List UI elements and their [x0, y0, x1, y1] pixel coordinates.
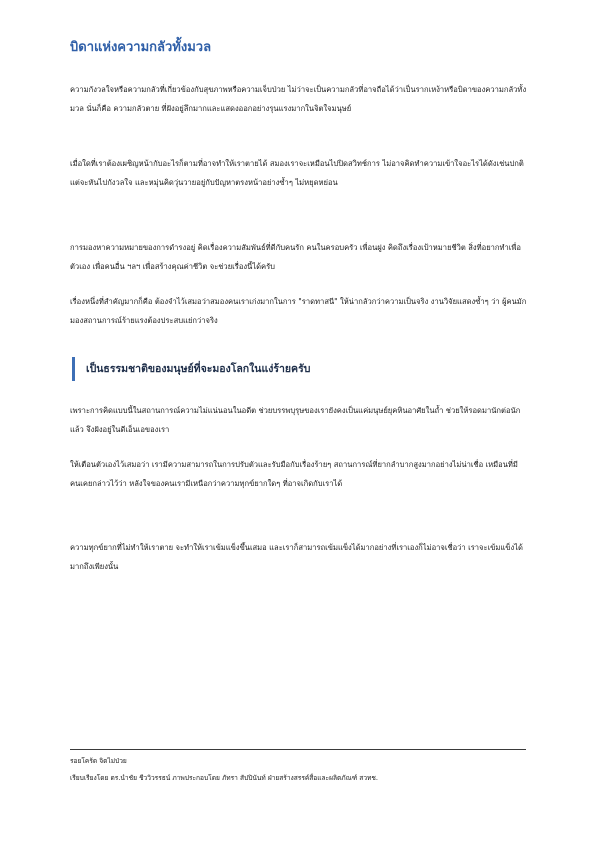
section-heading: [70, 355, 528, 383]
paragraph: ให้เตือนตัวเองไว้เสมอว่า เรามีความสามารถในการปรับตัวและรับมือกับเรื่องร้ายๆ สถานการณ์ที่ยากลำบากสูงมากอย่างไม่น่าเชื่อ เหมือนที่มีคนเคยกล่าวไว้ว่า หลังใจของคนเรามีเหนือกว่าความทุกข์ยากใดๆ ที่อาจเกิดกับเราได้: [70, 460, 518, 488]
paragraph: เมื่อใดที่เราต้องเผชิญหน้ากับอะไรก็ตามที่อาจทำให้เราตายได้ สมองเราจะเหมือนไปปิดสวิทช์การ ไม่อาจคิดทำความเข้าใจอะไรได้ดังเช่นปกติ แต่จะหันไปกังวลใจ และหมุ่นคิดวุ่นวายอยู่กับปัญหาตรงหน้าอย่างซ้ำๆ ไม่หยุดหย่อน: [70, 159, 524, 187]
page-title: บิดาแห่งความกลัวทั้งมวล: [70, 40, 212, 55]
footer-source: รอยโคร้ด จิตไม่ป่วย: [70, 757, 127, 765]
section-accent-bar: [72, 357, 75, 381]
paragraph: การมองหาความหมายของการดำรงอยู่ คิดเรื่องความสัมพันธ์ที่ดีกับคนรัก คนในครอบครัว เพื่อนฝูง คิดถึงเรื่องเป้าหมายชีวิต สิ่งที่อยากทำเพื่อตัวเอง เพื่อคนอื่น ฯลฯ เพื่อสร้างคุณค่าชีวิต จะช่วยเรื่องนี้ได้ครับ: [70, 243, 521, 271]
paragraph: ความทุกข์ยากที่ไม่ทำให้เราตาย จะทำให้เราเข้มแข็งขึ้นเสมอ และเราก็สามารถเข้มแข็งได้มากอย่างที่เราเองก็ไม่อาจเชื่อว่า เราจะเข้มแข็งได้มากถึงเพียงนั้น: [70, 543, 523, 571]
paragraph: ความกังวลใจหรือความกลัวที่เกี่ยวข้องกับสุขภาพหรือความเจ็บป่วย ไม่ว่าจะเป็นความกลัวที่อาจถือได้ว่าเป็นรากเหง้าหรือบิดาของความกลัวทั้งมวล นั่นก็คือ ความกลัวตาย ที่ฝังอยู่ลึกมากและแสดงออกอย่างรุนแรงมากในจิตใจมนุษย์: [70, 85, 527, 113]
paragraph: เรื่องหนึ่งที่สำคัญมากก็คือ ต้องจำไว้เสมอว่าสมองคนเราเก่งมากในการ "ราดทาสนี" ให้น่ากลัวกว่าความเป็นจริง งานวิจัยแสดงซ้ำๆ ว่า ผู้คนมักมองสถานการณ์ร้ายแรงต้องประสบแย่กว่าจริง: [70, 297, 527, 325]
footer-credits: เรียบเรียงโดย ดร.นำชัย ชีววิวรรธน์ ภาพประกอบโดย ภัทรา สัปปินันท์ ฝ่ายสร้างสรรค์สื่อและผลิตภัณฑ์ สวทช.: [70, 774, 378, 782]
paragraph: เพราะการคิดแบบนี้ในสถานการณ์ความไม่แน่นอนในอดีต ช่วยบรรพบุรุษของเรายังคงเป็นแค่มนุษย์ยุคหินอาศัยในถ้ำ ช่วยให้รอดมานักต่อนักแล้ว จึงฝังอยู่ในดีเอ็นเอของเรา: [70, 406, 521, 434]
section-heading-text: เป็นธรรมชาติของมนุษย์ที่จะมองโลกในแง่ร้ายครับ: [86, 363, 311, 375]
footer-divider: [70, 749, 526, 750]
